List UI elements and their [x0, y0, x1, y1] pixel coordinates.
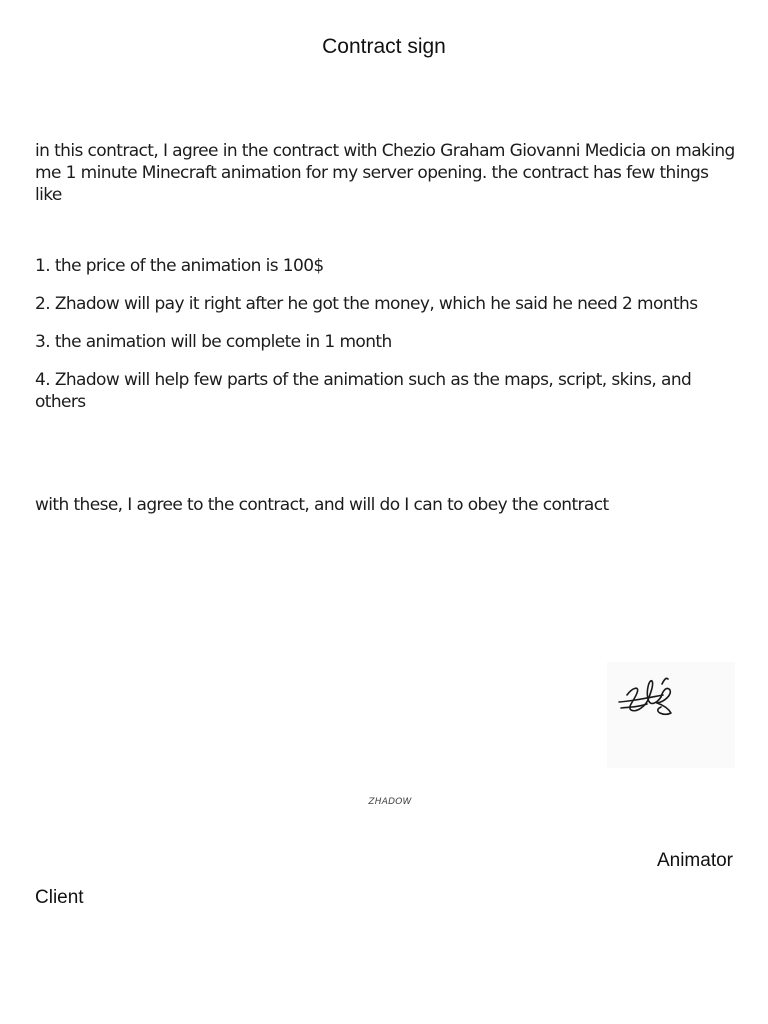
- client-label: Client: [35, 887, 84, 908]
- term-item-3: 3. the animation will be complete in 1 month: [35, 332, 392, 352]
- terms-list: [35, 255, 735, 429]
- page-title: Contract sign: [322, 35, 446, 58]
- closing-paragraph: with these, I agree to the contract, and will do I can to obey the contract: [35, 495, 609, 515]
- animator-label: Animator: [656, 850, 733, 871]
- signature-icon: [607, 662, 735, 768]
- client-signature: ZHADOW: [368, 797, 412, 807]
- term-item-1: 1. the price of the animation is 100$: [35, 256, 324, 276]
- term-item-2: 2. Zhadow will pay it right after he got the money, which he said he need 2 months: [35, 294, 698, 314]
- term-item-4: 4. Zhadow will help few parts of the animation such as the maps, script, skins, and others: [35, 370, 692, 412]
- intro-paragraph: in this contract, I agree in the contract with Chezio Graham Giovanni Medicia on making me 1 minute Minecraft animation for my server opening. the contract has few things like: [35, 141, 735, 205]
- animator-signature-box: [607, 662, 735, 768]
